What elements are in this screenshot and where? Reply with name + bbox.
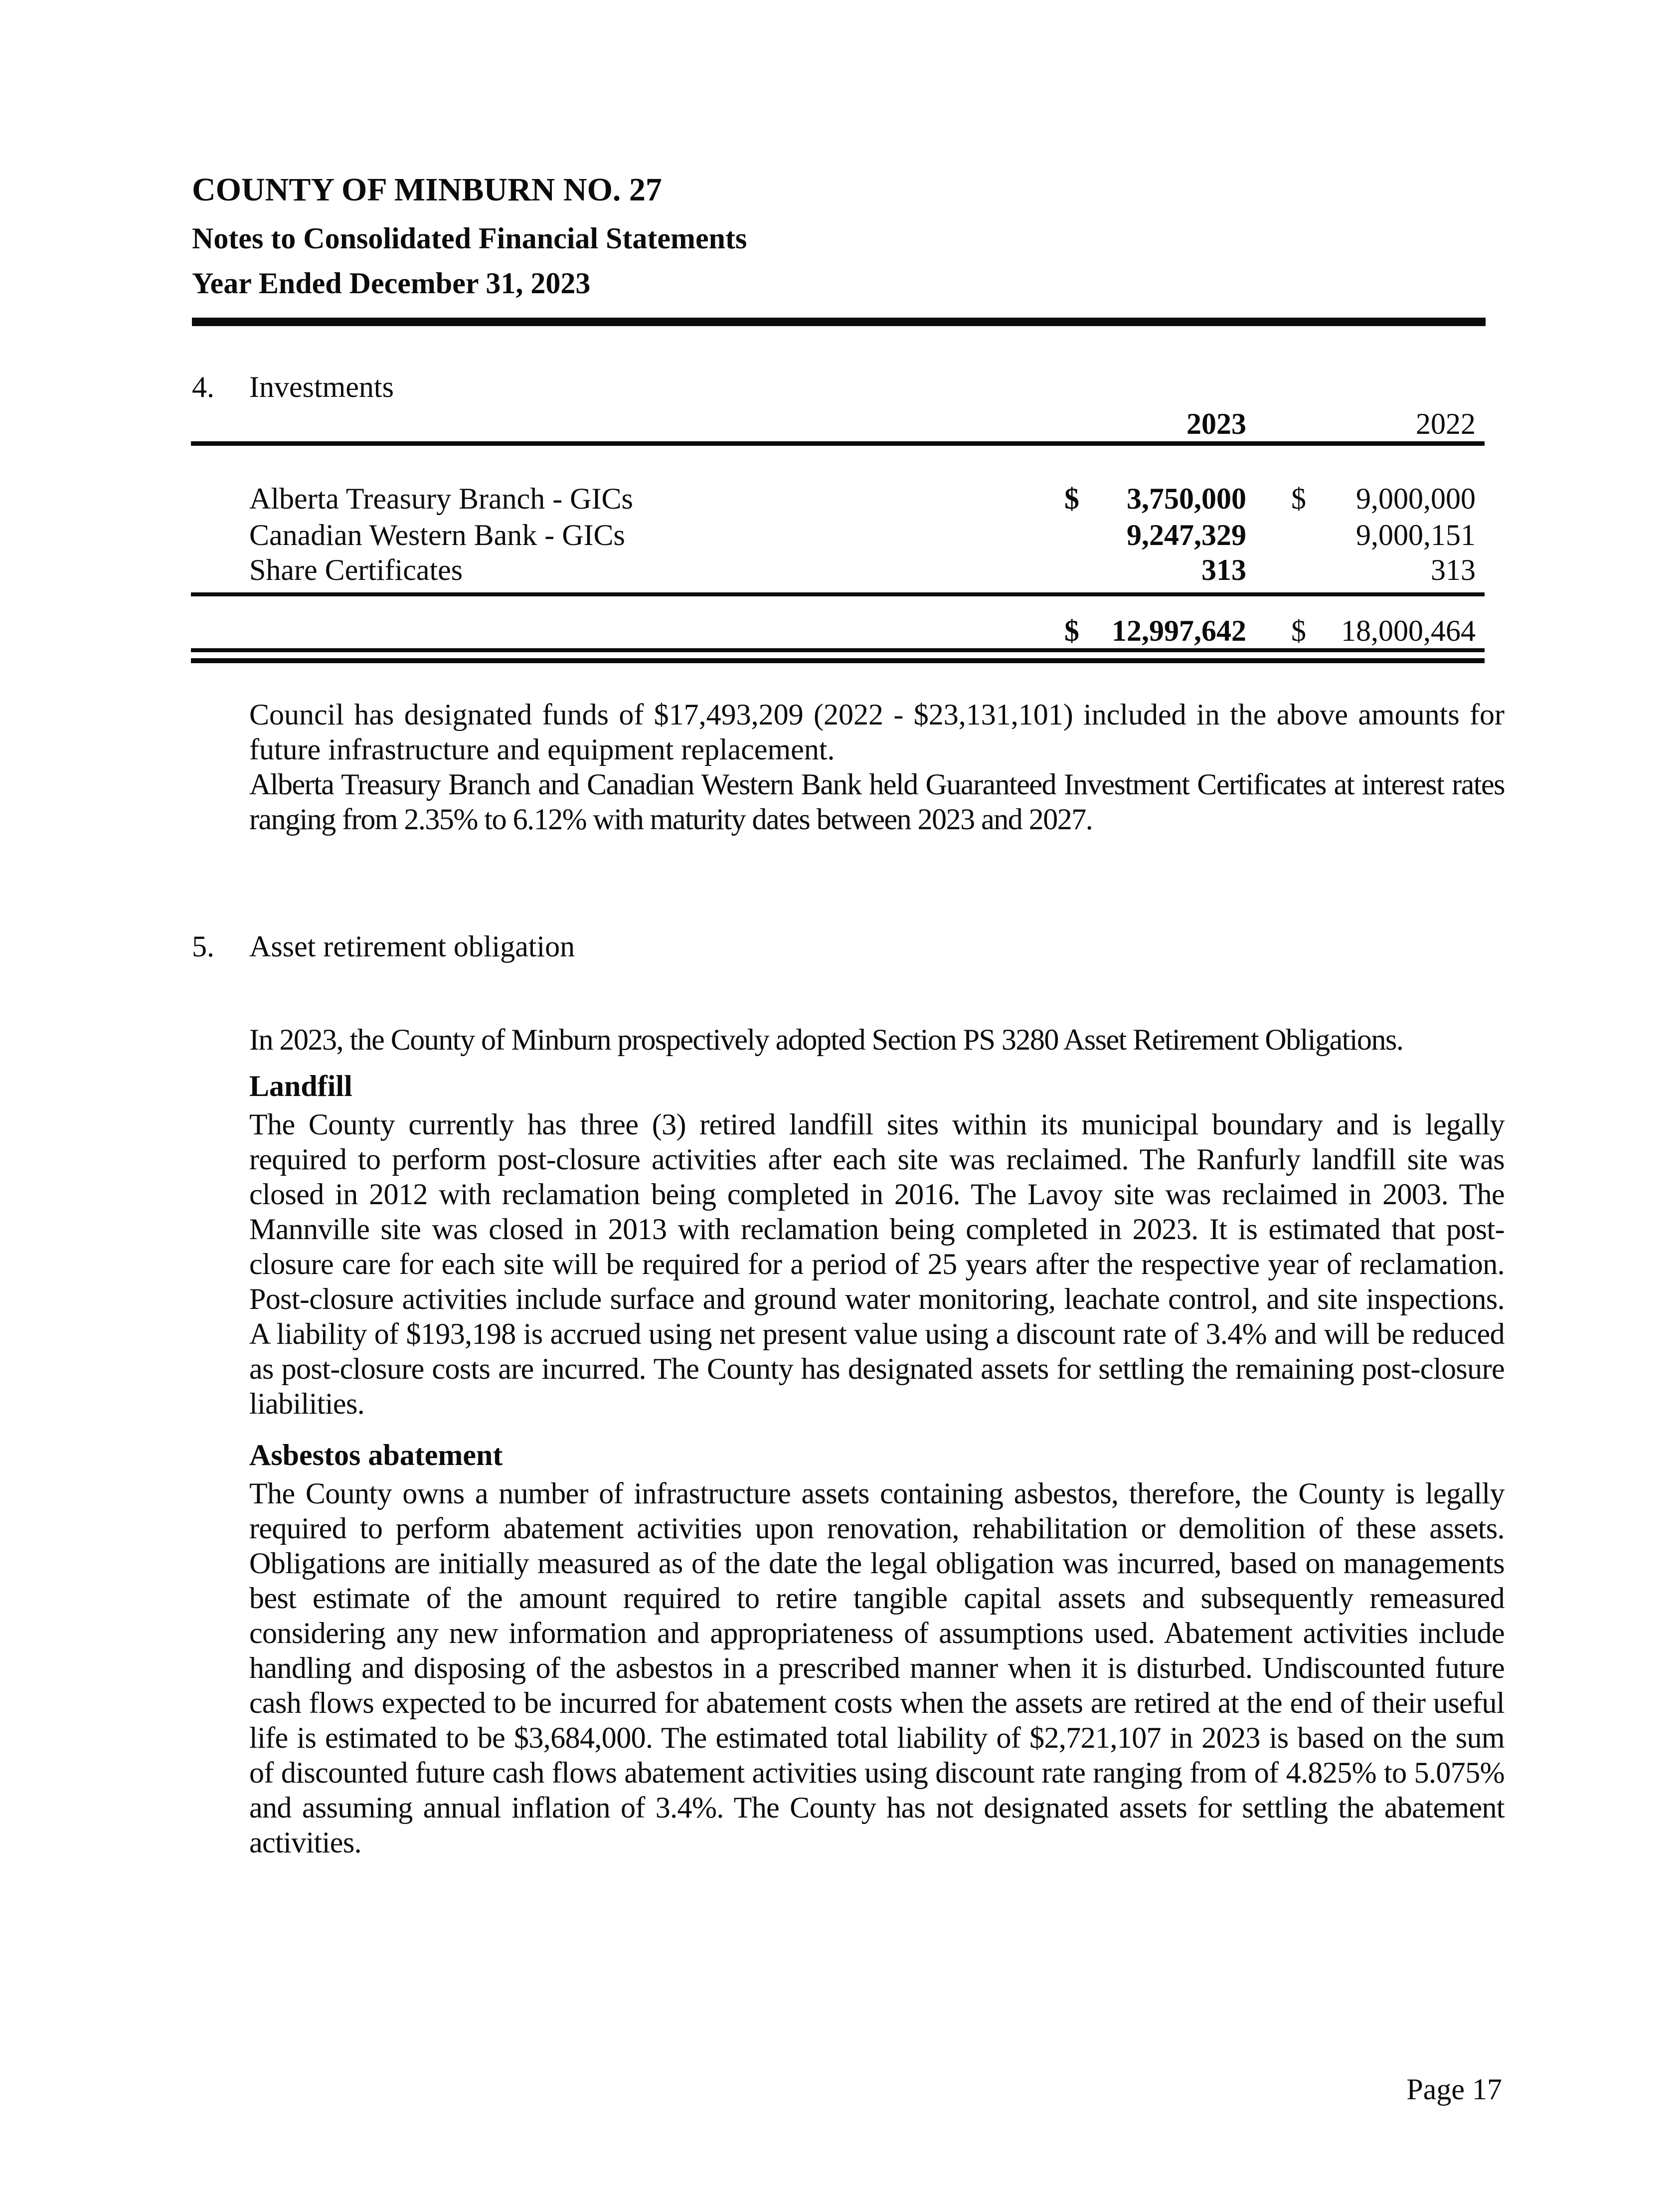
header-divider — [192, 318, 1486, 326]
table-header-rule — [191, 441, 1485, 446]
total-2023: 12,997,642 — [1112, 614, 1246, 647]
column-header-2022: 2022 — [1416, 407, 1476, 440]
table-row-label: Canadian Western Bank - GICs — [249, 519, 625, 551]
table-cell-2023: 9,247,329 — [1127, 519, 1246, 551]
section-5-number: 5. — [192, 930, 214, 963]
table-cell-2022: 9,000,000 — [1356, 482, 1476, 515]
investments-note-designated-funds: Council has designated funds of $17,493,209 (2022 - $23,131,101) included in the above amounts for future infrastructure and equipment replacement. — [249, 698, 1505, 766]
section-4-title: Investments — [249, 370, 394, 403]
currency-symbol: $ — [1291, 614, 1306, 647]
period-title: Year Ended December 31, 2023 — [192, 267, 591, 300]
asbestos-paragraph: The County owns a number of infrastructure assets containing asbestos, therefore, the County is legally required to perform abatement activities upon renovation, rehabilitation or demolition of these assets. Obligations are initially measured as of the date the legal obligation was incurred, based on managements best estimate of the amount required to retire tangible capital assets and subsequently remeasured considering any new information and appropriateness of assumptions used. Abatement activities include handling and disposing of the asbestos in a prescribed manner when it is disturbed. Undiscounted future cash flows expected to be incurred for abatement costs when the assets are retired at the end of their useful life is estimated to be $3,684,000. The estimated total liability of $2,721,107 in 2023 is based on the sum of discounted future cash flows abatement activities using discount rate ranging from of 4.825% to 5.075% and assuming annual inflation of 3.4%. The County has not designated assets for settling the abatement activities. — [249, 1477, 1505, 1859]
currency-symbol: $ — [1064, 482, 1079, 515]
section-5-title: Asset retirement obligation — [249, 930, 575, 963]
table-row-label: Share Certificates — [249, 553, 463, 586]
table-cell-2023: 3,750,000 — [1127, 482, 1246, 515]
landfill-heading: Landfill — [249, 1070, 352, 1102]
asbestos-heading: Asbestos abatement — [249, 1439, 503, 1471]
investments-note-gic-rates: Alberta Treasury Branch and Canadian Western Bank held Guaranteed Investment Certificates at interest rates ranging from 2.35% to 6.12% with maturity dates between 2023 and 2027. — [249, 768, 1505, 836]
table-row-label: Alberta Treasury Branch - GICs — [249, 482, 633, 515]
column-header-2023: 2023 — [1186, 407, 1246, 440]
landfill-paragraph: The County currently has three (3) retired landfill sites within its municipal boundary and is legally required to perform post-closure activities after each site was reclaimed. The Ranfurly landfill site was closed in 2012 with reclamation being completed in 2016. The Lavoy site was reclaimed in 2003. The Mannville site was closed in 2013 with reclamation being completed in 2023. It is estimated that post-closure care for each site will be required for a period of 25 years after the respective year of reclamation. Post-closure activities include surface and ground water monitoring, leachate control, and site inspections. A liability of $193,198 is accrued using net present value using a discount rate of 3.4% and will be reduced as post-closure costs are incurred. The County has designated assets for settling the remaining post-closure liabilities. — [249, 1108, 1505, 1420]
organization-title: COUNTY OF MINBURN NO. 27 — [192, 172, 662, 208]
currency-symbol: $ — [1064, 614, 1079, 647]
document-title: Notes to Consolidated Financial Statements — [192, 222, 747, 255]
section-4-number: 4. — [192, 370, 214, 403]
total-rule-bottom — [191, 658, 1485, 663]
total-rule-top — [191, 648, 1485, 652]
table-cell-2022: 313 — [1431, 553, 1476, 586]
subtotal-rule — [191, 592, 1485, 596]
total-2022: 18,000,464 — [1341, 614, 1476, 647]
currency-symbol: $ — [1291, 482, 1306, 515]
page-number: Page 17 — [1406, 2073, 1502, 2106]
table-cell-2023: 313 — [1201, 553, 1246, 586]
aro-intro: In 2023, the County of Minburn prospectively adopted Section PS 3280 Asset Retirement Obligations. — [249, 1023, 1403, 1056]
table-cell-2022: 9,000,151 — [1356, 519, 1476, 551]
